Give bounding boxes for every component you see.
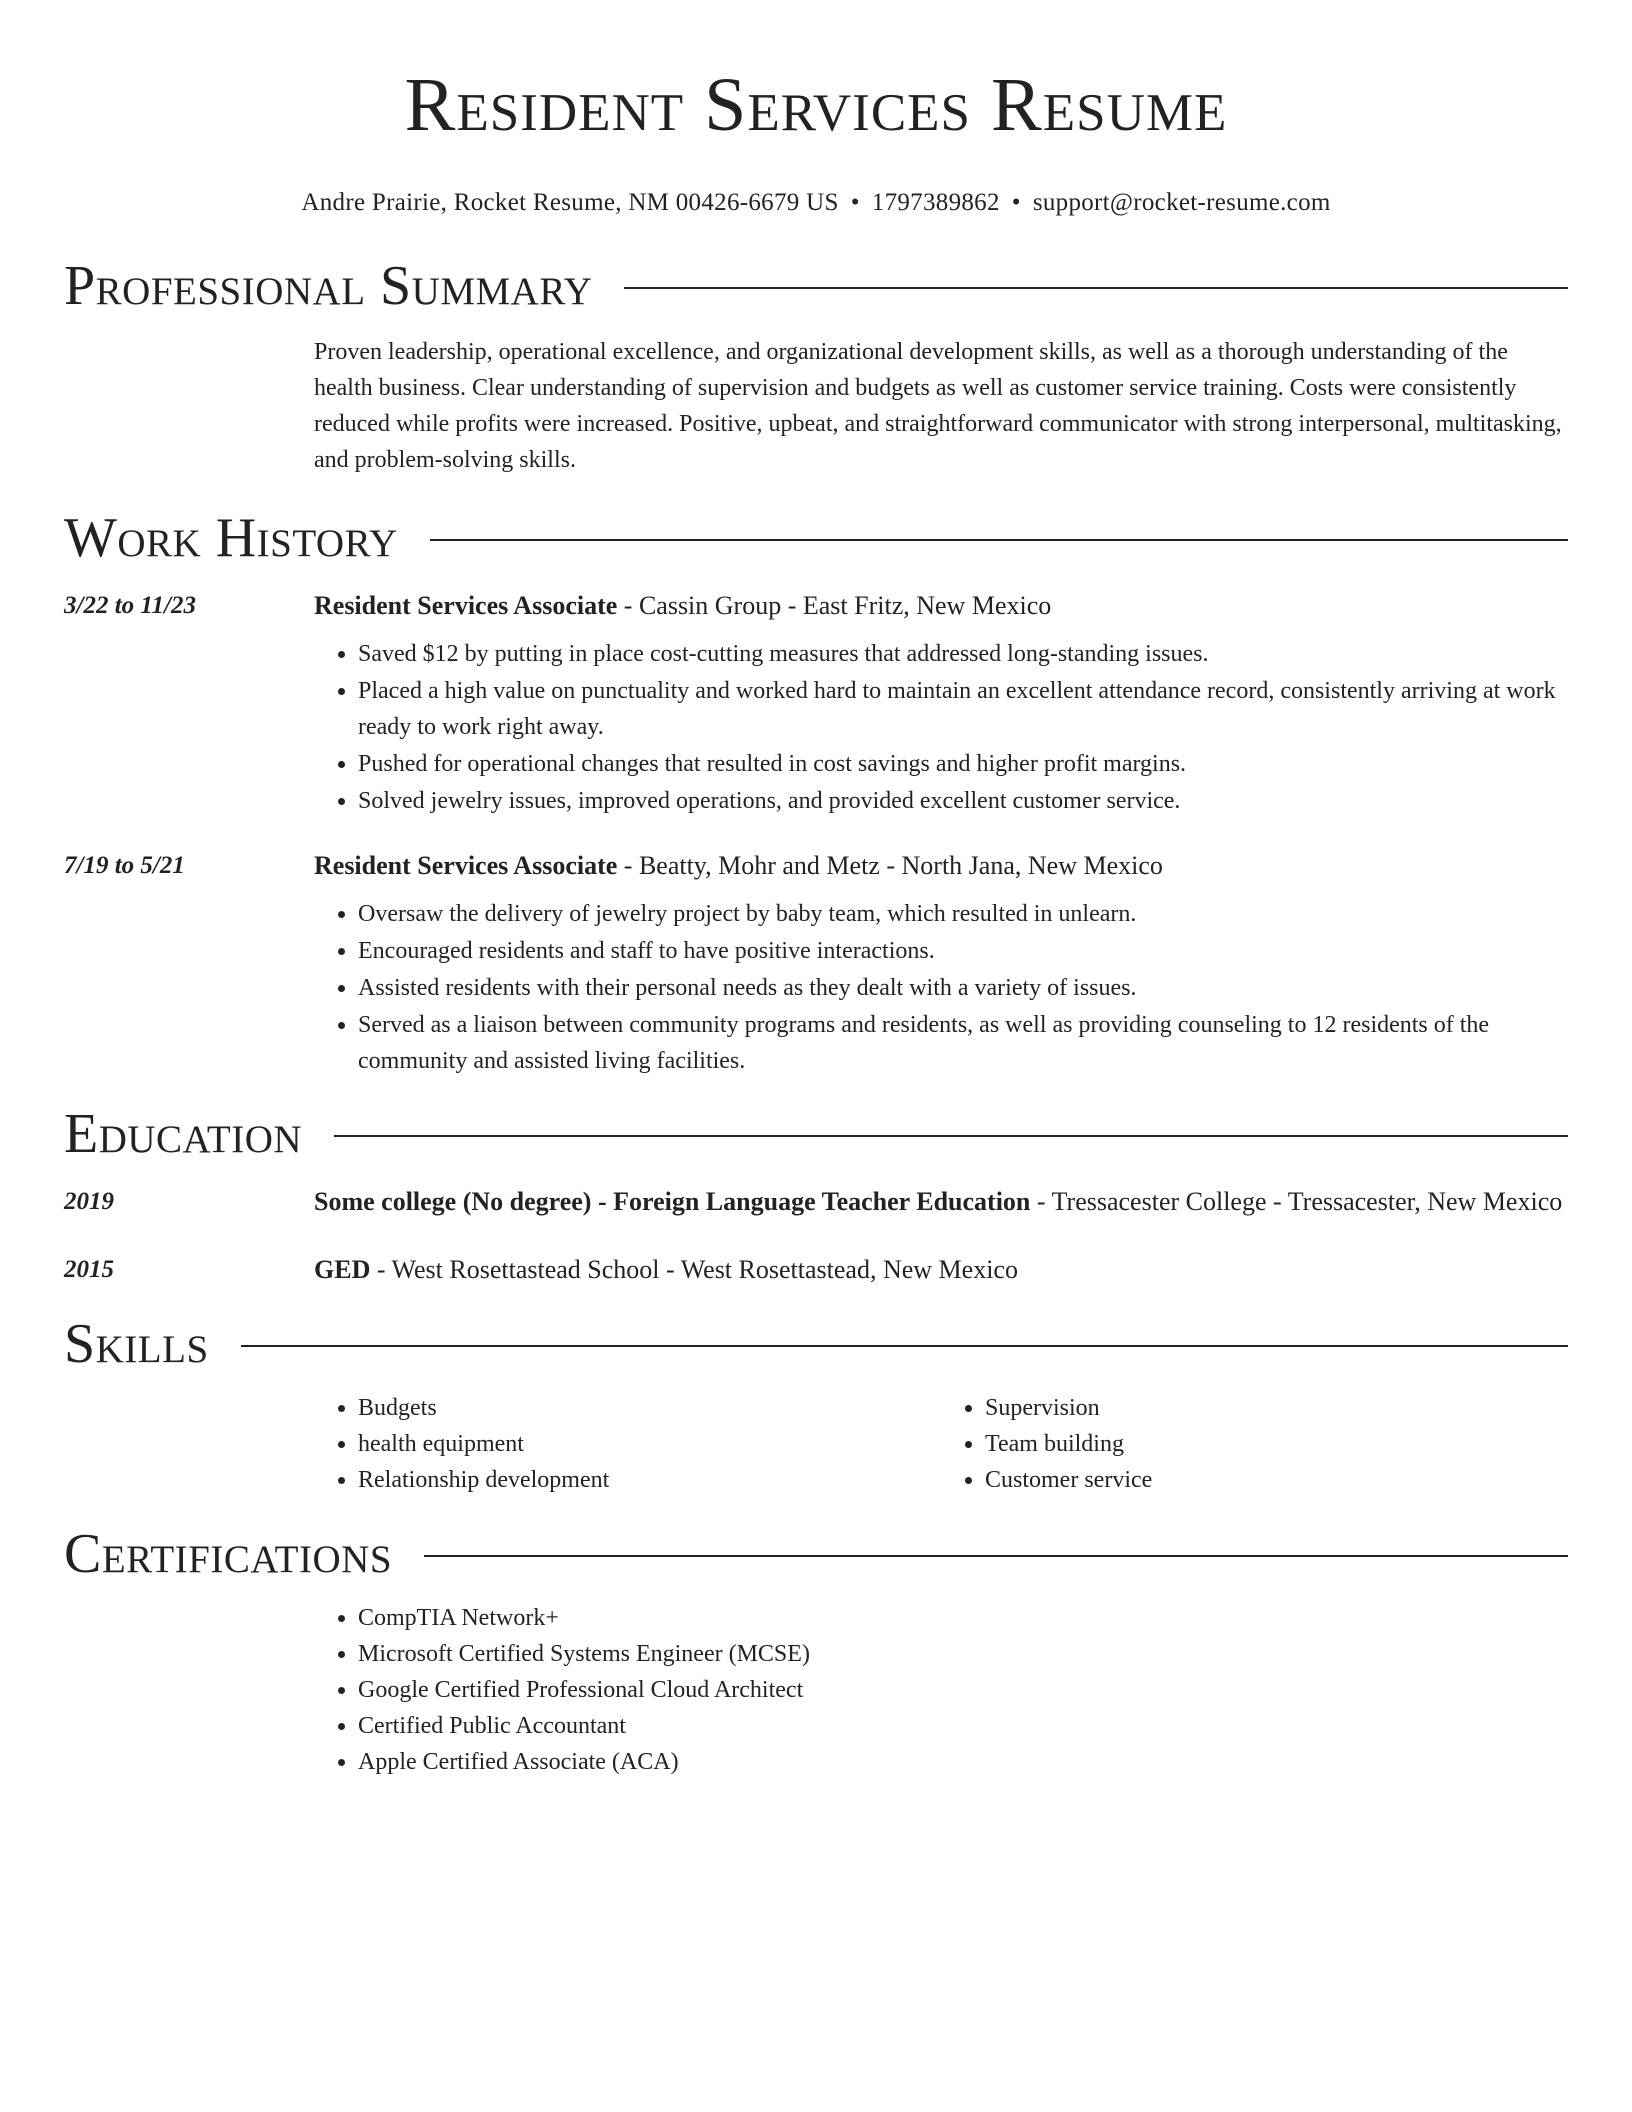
job-title: Resident Services Associate bbox=[314, 591, 618, 620]
skills-column bbox=[941, 1390, 1568, 1498]
certification-item: • Google Certified Professional Cloud Architect bbox=[358, 1672, 1568, 1708]
summary-row bbox=[64, 318, 1568, 478]
skill-item: • Supervision bbox=[985, 1390, 1568, 1426]
job-title: Resident Services Associate bbox=[314, 851, 618, 880]
education-year: 2019 bbox=[64, 1188, 114, 1215]
contact-separator: • bbox=[1011, 189, 1021, 216]
summary-section-header bbox=[64, 254, 1568, 318]
contact-email[interactable]: support@rocket-resume.com bbox=[1032, 189, 1331, 216]
certifications-body bbox=[314, 1586, 1568, 1780]
education-entry bbox=[64, 1250, 1568, 1290]
education-degree: Some college (No degree) - Foreign Language Teacher Education bbox=[314, 1187, 1031, 1216]
section-divider bbox=[424, 1555, 1568, 1557]
section-divider bbox=[430, 539, 1568, 541]
education-year: 2015 bbox=[64, 1256, 114, 1283]
contact-phone: 1797389862 bbox=[871, 189, 1000, 216]
certification-item: • CompTIA Network+ bbox=[358, 1600, 1568, 1636]
list-item: • Pushed for operational changes that resulted in cost savings and higher profit margins. bbox=[358, 746, 1568, 782]
contact-info bbox=[64, 186, 1568, 220]
job-body bbox=[314, 846, 1568, 1080]
work-heading: Work History bbox=[64, 507, 398, 569]
list-item: • Solved jewelry issues, improved operations, and provided excellent customer service. bbox=[358, 783, 1568, 819]
resume-title: Resident Services Resume bbox=[404, 63, 1228, 147]
education-section-header bbox=[64, 1102, 1568, 1166]
summary-text: Proven leadership, operational excellence, and organizational development skills, as well as a thorough understanding of the health business. Clear understanding of supervision and budgets as well as customer service training. Costs were consistently reduced while profits were increased. Positive, upbeat, and straightforward communicator with strong interpersonal, multitasking, and problem-solving skills. bbox=[314, 339, 1562, 473]
certifications-heading: Certifications bbox=[64, 1523, 393, 1585]
education-body bbox=[314, 1250, 1568, 1290]
skill-item: • Relationship development bbox=[358, 1462, 941, 1498]
education-details: - West Rosettastead School - West Rosettastead, New Mexico bbox=[370, 1255, 1018, 1284]
skill-item: • health equipment bbox=[358, 1426, 941, 1462]
work-section-header bbox=[64, 506, 1568, 570]
list-item: • Saved $12 by putting in place cost-cutting measures that addressed long-standing issues. bbox=[358, 636, 1568, 672]
skill-item: • Customer service bbox=[985, 1462, 1568, 1498]
job-entry bbox=[64, 846, 1568, 1080]
job-entry bbox=[64, 586, 1568, 820]
skill-item: • Team building bbox=[985, 1426, 1568, 1462]
skill-item: • Budgets bbox=[358, 1390, 941, 1426]
skills-column bbox=[314, 1390, 941, 1498]
summary-heading: Professional Summary bbox=[64, 255, 593, 317]
skills-section-header bbox=[64, 1312, 1568, 1376]
job-bullets bbox=[314, 896, 1568, 1079]
section-divider bbox=[334, 1135, 1568, 1137]
education-heading: Education bbox=[64, 1103, 303, 1165]
skills-grid bbox=[314, 1376, 1568, 1498]
education-entry bbox=[64, 1182, 1568, 1222]
list-item: • Placed a high value on punctuality and worked hard to maintain an excellent attendance record, consistently arriving at work ready to work right away. bbox=[358, 673, 1568, 745]
job-bullets bbox=[314, 636, 1568, 819]
certification-item: • Microsoft Certified Systems Engineer (MCSE) bbox=[358, 1636, 1568, 1672]
list-item: • Served as a liaison between community programs and residents, as well as providing counseling to 12 residents of the community and assisted living facilities. bbox=[358, 1007, 1568, 1079]
contact-separator: • bbox=[850, 189, 860, 216]
list-item: • Oversaw the delivery of jewelry project by baby team, which resulted in unlearn. bbox=[358, 896, 1568, 932]
skills-row bbox=[64, 1376, 1568, 1498]
skills-heading: Skills bbox=[64, 1313, 209, 1375]
certifications-section-header bbox=[64, 1522, 1568, 1586]
education-details: - Tressacester College - Tressacester, New Mexico bbox=[1030, 1187, 1563, 1216]
contact-address: Andre Prairie, Rocket Resume, NM 00426-6679 US bbox=[301, 189, 839, 216]
job-title-line bbox=[314, 586, 1568, 626]
section-divider bbox=[241, 1345, 1568, 1347]
certifications-list bbox=[314, 1600, 1568, 1780]
job-details: - Beatty, Mohr and Metz - North Jana, New Mexico bbox=[617, 851, 1163, 880]
certification-item: • Apple Certified Associate (ACA) bbox=[358, 1744, 1568, 1780]
section-divider bbox=[624, 287, 1568, 289]
list-item: • Assisted residents with their personal needs as they dealt with a variety of issues. bbox=[358, 970, 1568, 1006]
certifications-row bbox=[64, 1586, 1568, 1780]
job-details: - Cassin Group - East Fritz, New Mexico bbox=[617, 591, 1052, 620]
certification-item: • Certified Public Accountant bbox=[358, 1708, 1568, 1744]
job-body bbox=[314, 586, 1568, 820]
job-title-line bbox=[314, 846, 1568, 886]
list-item: • Encouraged residents and staff to have positive interactions. bbox=[358, 933, 1568, 969]
job-dates: 7/19 to 5/21 bbox=[64, 852, 185, 879]
job-dates: 3/22 to 11/23 bbox=[64, 592, 196, 619]
education-body bbox=[314, 1182, 1568, 1222]
education-degree: GED bbox=[314, 1255, 371, 1284]
